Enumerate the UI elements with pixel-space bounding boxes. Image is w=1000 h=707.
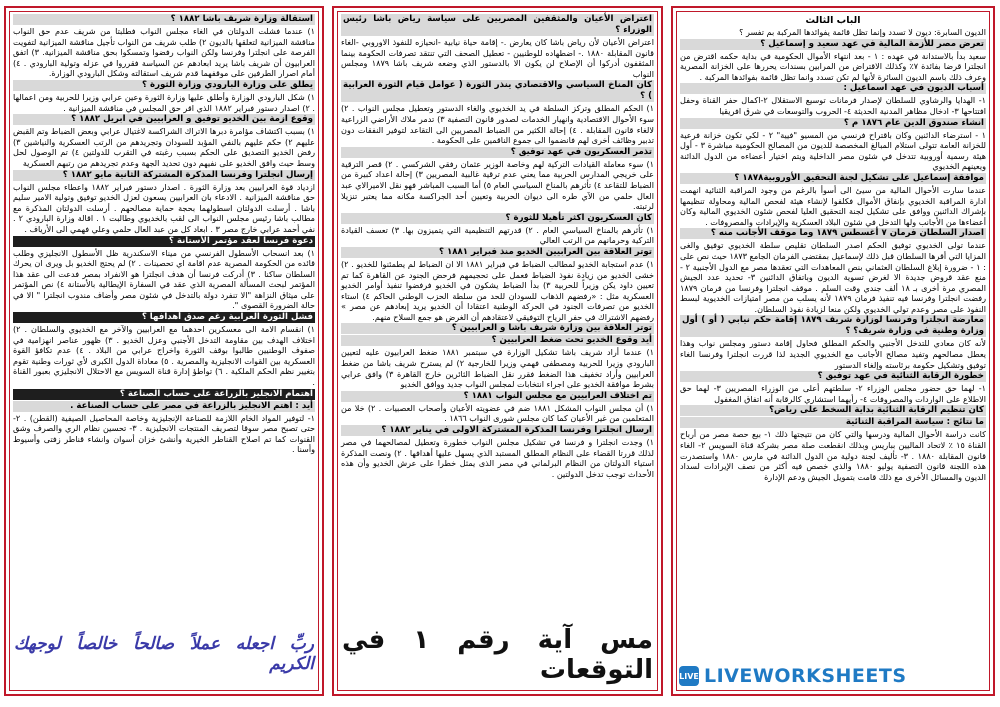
heading: توتر العلاقة بين وزارة شريف باشا و العرابيين ؟ bbox=[341, 323, 654, 334]
paragraph: ١) انقسام الامة الى معسكرين احدهما مع العرابيين والآخر مع الخديوي والسلطان . ٢) اختلاف الهدف بين مقاومة التدخل الأجنبي وعزل الخديو . ٣) ظهور عناصر انهزامية في صفوف الوطنيين طالبوا بوقف الثورة واخراج عرابي من البلاد . ٤) عدم تكافؤ القوة العسكرية بين القوات الانجليزية والمصرية . ٥) معاداة الدول الكبرى لأي ثورات وطنية تقوم بتغيير نظم الحكم الملكية . ٦) تواطؤ إدارة قناة السويس مع الاحتلال الانجليزي بعبور القناة . bbox=[13, 324, 315, 388]
heading: ما نتائج : سياسة المراقبة الثنائية bbox=[680, 417, 986, 428]
paragraph: ١) عندما أراد شريف باشا تشكيل الوزارة في سبتمبر ١٨٨١ ضغط العرابيون عليه لتعيين البارودي وزيرا للحربية ومصطفى فهمي وزيرا للخارجية ٢) لم يسترح شريف باشا من ضغط العرابيين وأراد تخفيف هذا الضغط فقرر نقل الضباط الثائرين خارج القاهرة ٣) وافق عرابي بشرط موافقة الخديو على اجراء انتخابات لمجلس النواب جديد ووافق الخديو bbox=[341, 347, 654, 390]
paragraph: ١ - استرضاء الدائنين وكان باقتراح فرنسي من المسيو "فيية" ٢ - لكي تكون خزانة فرعية للخزانة العامة تتولى استلام المبالغ المخصصة للديون من المصالح الحكومية مباشرة ٣ - أول هيئة رسمية أوروبية تتدخل في شئون مصر الداخلية ويتم اختيار أعضاءه من الدول الدائنة ويعينهم الخديوي bbox=[680, 129, 986, 172]
logo-badge-text: LIVE bbox=[679, 671, 699, 681]
heading: استقالة وزارة شريف باشا ١٨٨٢ ؟ bbox=[13, 14, 315, 25]
heading: ارسال انجلترا وفرنسا المذكرة المشتركة الاولى في يناير ١٨٨٢ ؟ bbox=[341, 425, 654, 436]
expectations-slogan: مس آية رقم ١ في التوقعات bbox=[342, 625, 653, 685]
column-right bbox=[671, 6, 995, 696]
liveworksheets-logo[interactable] bbox=[679, 664, 987, 688]
heading: معارضة انجلترا وفرنسا لوزارة شريف ١٨٧٩ إقامة حكم نيابي ( أو ) أول وزارة وطنية في وزارة شريف؟ ؟ bbox=[682, 315, 985, 337]
paragraph: ١) أن مجلس النواب المشكل ١٨٨١ ضم في عضويته الأعيان وأصحاب العصبيات . ٢) خلا من المتعلمين من غير الأعيان كما كان مجلس شورى النواب ١٨٦٦ . bbox=[341, 402, 654, 424]
paragraph: ١- لهما حق حضور مجلس الوزراء ٢- سلطتهم أعلى من الوزراء المصريين ٣- لهما حق الاطلاع على الواردات والمصروفات ٤- رأيهما استشاري كالرقابة أنه اتفاق المغفول bbox=[680, 383, 986, 404]
heading: فشل الثورة العرابية رغم صدق أهدافها ؟ bbox=[13, 312, 315, 323]
heading: كان المناخ السياسي والاقتصادي ينذر الثورة ( عوامل قيام الثورة العرابية ) ؟ bbox=[343, 80, 652, 102]
paragraph: عندما سارت الأحوال المالية من سيئ الى أسوأ بالرغم من وجود المراقبة الثنائية انهمت ادارة المراقبة الخديوي بإنفاق الأموال فكلفوا لإنشاء هيئة لفحص المالية ومحاولة تنظيمها بإشراك الدائنين ووافق على تشكيل لجنة التحقيق العليا لفحص شئون الخديوي المالية وكان أعضاءها من الأجانب ولها التدخل في شئون البلاد العسكرية والإيرادات والمصروفات . bbox=[680, 184, 986, 227]
paragraph: اعتراض الأعيان لأن رياض باشا كان يعارض .- إقامة حياة نيابية -انحيازه للنفوذ الاوروبي -الغاء قانون المقابلة ١٨٨٠ .- اضطهاده للوطنيين - تعطيل الصحف التي تنتقد تصرفات الحكومة بينما المثقفون أدركوا أن الإصلاح لن يكون الا بالدستور الذي وضعه شريف باشا ١٨٧٩ ومجلس النواب bbox=[341, 37, 655, 79]
paragraph: كانت دراسة الأحوال المالية ودرسها والتي كان من نتيجتها ذلك ١- بيع حصة مصر من أرباح القناة ١٥ ٪ لاتحاد الماليين بباريس وبذلك انقطعت صلة مصر بشركة قناة السويس ٢- الغاء قانون المقابلة ١٨٨٠ . ٣- تأليف لجنة دولية من الدول الدائنة في مارس ١٨٨٠ واستصدرت هذه اللجنة قانون التصفية يوليو ١٨٨٠ والذي خصص فيه أكثر من نصف الإيرادات لسداد الديون والمسائل الأخرى مع ذلك قامت بتمويل الجيش ودعم الإدارة bbox=[680, 429, 987, 482]
brand-name: LIVEWORKSHEETS bbox=[704, 665, 907, 687]
chapter-title: الباب الثالث bbox=[805, 15, 861, 26]
paragraph: ١) سوء معاملة القيادات التركية لهم وخاصة الوزير عثمان رفقي الشركسي . ٢) قصر الترقية على خريجي المدارس الحربية مما يعني عدم ترقية غالبية المصريين ٣) إحالة اعداد كبيرة من الضباط للتقاعد ٤) تأثرهم بالمناخ السياسي العام ٥) أما السبب المباشر فهو نقل الاميرالاي عبد العال حلمي من الآي طره الى ديوان الحربية وتعيين أحد الجراكسة مكانه مما يعتبر تنزيلا لرتبته. bbox=[341, 158, 655, 212]
heading: كان تنظيم الرقابة الثنائية بداية السخط على رياض؟ bbox=[680, 405, 986, 416]
paragraph: الديون السابرة: ديون لا تسدد وإنما تظل قائمة يفوائدها المركبة بم تفسر ؟ bbox=[739, 27, 986, 37]
heading: اعتراض الأعيان والمثقفين المصريين على سياسة رياض باشا رئيس الوزراء ؟ bbox=[343, 14, 652, 35]
heading: تذمر العسكريون في عهد توفيق ؟ bbox=[341, 147, 654, 158]
heading: إرسال انجلترا وفرنسا المذكرة المشتركة الثانية مايو ١٨٨٢ ؟ bbox=[13, 170, 315, 181]
paragraph: ١) عندما فشلت الدولتان في الغاء مجلس النواب فطلبتا من شريف عدم حق النواب مناقشة الميزانية لتعلقها بالديون ٢) طلب شريف من النواب تأجيل مناقشة الميزانية لتفويت الفرصة على انجلترا وفرنسا ولكن النواب رفضوا وتمسكوا بحق مناقشة الميزانية. ٣) اتفق العرابيون أن شريف باشا يريد ابعادهم عن السياسة فقرروا في عزله وتولية البارودي . ٤) أمام اصرار الطرفين على موقفهما قدم شريف استقالته وشكل البارودي الوزارة. bbox=[13, 26, 315, 79]
liveworksheets-icon bbox=[679, 666, 699, 686]
heading: اصدار السلطان فرمان ٧ أغسطس ١٨٧٩ وما موقف الأجانب منه ؟ bbox=[680, 228, 986, 239]
paragraph: ١) وجدت انجلترا و فرنسا في تشكيل مجلس النواب خطورة وتعطيل لمصالحهما في مصر لذلك قررتا القضاء على النظام المطلق المستبد الذي يسهل عليها أهدافها . ٢) ونصت المذكرة استياء الدولتان من النظام البرلماني في مصر الذى يمثل خطرا على عرش الخديو وأن هذه الأحداث توجب تدخل الدولتين . bbox=[341, 437, 655, 479]
paragraph: ١- الهدايا والرشاوي للسلطان لإصدار فرمانات توسيع الاستقلال ٢-اكمال حفر القناة وحفل افتتاحها ٣- ادخال مظاهر المدنية الحديثة ٤- الحروب والتوسعات في شرق افريقيا bbox=[680, 95, 986, 116]
heading: انشاء صندوق الدين عام ١٨٧٦ م ؟ bbox=[680, 118, 986, 129]
paragraph: لأنه كان معادي للتدخل الأجنبي والحكم المطلق فحاول إقامة دستور ومجلس نواب وهذا يعطل مصالحهم وتفيد مصالح الأجانب مع الخديوي الجديد لذا قررت انجلترا وفرنسا الغاء توفيق وتشكيل حكومة برئاسته وإلغاء الدستور bbox=[680, 338, 986, 370]
paragraph: سعيد بدأ بالاستدانة في عهده : ١ - بعد انتهاء الأموال الحكومية في بداية حكمه اقترض من انجلترا قرضا بفائدة ٧٪ وكذلك الاقتراض من المرابين بسندات يحررها على الخزانة المصرية وعرف ذلك باسم الديون السائرة لأنها لم تكن تسدد وانما تظل قائمة بفوائدها المركبة . bbox=[680, 50, 987, 82]
paragraph: ازدياد قوة العرابيين بعد وزارة الثورة . اصدار دستور فبراير ١٨٨٢ واعطاء مجلس النواب حق مناقشة الميزانية . الادعاء بان العرابيين يسعون لعزل الخديو توفيق وتولية الامير سليم باشا . أرسلت الدولتان اسطولهما بحجة حماية مصالحهم . أرسلت الدولتان المذكرة مع مطالب باشا رئيس مجلس النواب الى لقب بالخديوي وطالبت ١ . اقالة وزارة البارودي ٢ . نفي أحمد عرابي خارج مصر ٣ . ابعاد كل من عبد العال حلمي وعلي فهمي الى الأرياف . bbox=[13, 181, 316, 234]
paragraph: عندما تولى الخديوي توفيق الحكم اصدر السلطان تقليص سلطة الخديوي توفيق والغى المزايا التي أقرها السلطان قبل ذلك لإسماعيل بمقتضى الفرمان الجامع ١٨٧٣ حيث نص على : ١ - ضرورة إبلاغ السلطان العثماني بنص المعاهدات التي تعقدها مصر مع الدول الأجنبية ٢ - منع عقد قروض جديدة الا لغرض تسوية الديون وباتفاق الدائنين ٣- تحديد عدد الجيش المصري مرة أخرى بـ ١٨ ألف جندي وقت السلم . موقف انجلترا وفرنسا من فرمان ١٨٧٩ رفضت انجلترا وفرنسا فيه تنفيذ فرمان ١٨٧٩ لأنه يسلب من مصر امتيازات الخديوية لبسط النفوذ على مصر وعدم تولي الخديوي ولكن منعا لزيادة نفوذ السلطان. bbox=[680, 240, 987, 314]
column-left bbox=[4, 6, 324, 696]
heading: كان العسكريون اكثر تأهيلا للثورة ؟ bbox=[341, 213, 654, 224]
heading: خطورة الرقابة الثنائية في عهد توفيق ؟ bbox=[680, 371, 986, 382]
heading: وقوع ازمة بين الخديو توفيق و العرابيين في ابريل ١٨٨٢ ؟ bbox=[13, 114, 315, 125]
heading: أيد وقوع الخديو تحت ضغط العرابيين ؟ bbox=[341, 335, 654, 346]
heading: اهتمام الانجليز بالزراعة على حساب الصناعة ؟ bbox=[13, 389, 315, 400]
closing-prayer: ربِّ اجعله عملاً صالحاً خالصاً لوجهك الكريم bbox=[14, 634, 314, 674]
paragraph: ١) تأثرهم بالمناخ السياسي العام . ٢) قدرتهم التنظيمية التي يتميزون بها. ٣) تعسف القيادة التركية وحرمانهم من الرتب العالي bbox=[341, 224, 655, 246]
paragraph: ١) شكل البارودي الوزارة وأطلق عليها وزارة الثورة وعين عرابي وزيرا للحربية ومن اعمالها . ٢) اصدار دستور فبراير ١٨٨٢ الذي اقر حق المجلس في مناقشة الميزانية . bbox=[13, 91, 315, 113]
paragraph: ١- لتوفير المواد الخام اللازمة للصناعة الإنجليزية وخاصة المحاصيل الصيفية (القطن) . ٢- حتى تصبح مصر سوقا لتصريف المنتجات الانجليزية . ٣- تحسين نظام الري والصرف وشق القنوات كما تم اصلاح القناطر الخيرية وأنشئ خزان أسوان وانشاء قناطر زفتى وأسيوط وأسنا . bbox=[13, 412, 315, 455]
column-left-content bbox=[13, 14, 315, 455]
column-middle-content bbox=[341, 14, 654, 479]
heading: موافقة إسماعيل على تشكيل لجنة التحقيق الأوروبية١٨٧٨ ؟ bbox=[680, 173, 986, 184]
heading: تعرض مصر للأزمة المالية في عهد سعيد و إسماعيل ؟ bbox=[680, 39, 986, 50]
paragraph: ١) عدم استجابة الخديو لمطالب الضباط في فبراير ١٨٨١ الا ان الضباط لم يطمئنوا للخديو . ٢) خشى الخديو من زيادة نفوذ الضباط فعمل على تحجيمهم فرحض الجنود عن القاهرة كما تم تعيين داود يكن وزيراً للحربية ٣) بدأ الضباط يشكون في الخديو فرفضوا تنفيذ أوامر الخديو العسكرية مثل : «رفضهم الذهاب للسودان للحد من سلطة الحزب الوطني الحاكم ٤) استاء الخديو من تصرفات الجنود في الحركة الوطنية اعتقادا أن الخديو يريد إبعادهم عن مصر » رفضهم الاشتراك في حفر الرياح التوفيقي لاعتقادهم أن الغرض هو جمع السلاح منهم. bbox=[341, 258, 654, 322]
paragraph: ١) بسبب اكتشاف مؤامرة دبرها الاتراك الشراكسة لاغتيال عرابي وبعض الضباط وتم القبض عليهم ٢) حكم عليهم بالنفي المؤبد للسودان وتجريدهم من الرتب العسكرية والنياشين ٣) رفض الخديو التصديق على الحكم بسبب رغبته في التقرب للدولتين ٤) تم الوصول لحل وسط حيث وافق الخديو على نفيهم دون تحديد الجهة وعدم تجريدهم من رتبهم العسكرية bbox=[13, 126, 316, 168]
heading: يطلق على وزارة البارودي وزارة الثورة ؟ bbox=[13, 80, 315, 91]
heading: أيد : اهتم الانجليز بالزراعة في مصر على حساب الصناعة . bbox=[13, 401, 315, 412]
column-right-content bbox=[680, 15, 986, 482]
paragraph: ١) بعد انسحاب الأسطول الفرنسي من ميناء الاسكندرية ظل الأسطول الانجليزي وطلب قائده من الحكومة المصرية عدم اقامة اي تحصينات . ٢) لم يحتج الخديو بل ويرى ان يحرك السلطان ساكنا . ٣) أدركت فرنسا أن هدف انجلترا هو الانفراد بمصر فدعت الى عقد هذا المؤتمر لبحث المسألة المصرية الذي عقد في السفارة الإيطالية بالأستانة ٤) نص المؤتمر على ميثاق النزاهة "الا تنفرد دولة بالتدخل في شئون مصر وأضاف مندوب انجلترا " الا في حالة الضرورة القصوى ". bbox=[13, 247, 316, 311]
column-middle bbox=[332, 6, 663, 696]
heading: توتر العلاقة بين العرابيين الخديو منذ فبراير ١٨٨١ ؟ bbox=[341, 247, 654, 258]
heading: تم اختلاف العرابيين مع مجلس النواب ١٨٨١ ؟ bbox=[341, 391, 654, 402]
heading: دعوة فرنسا لعقد مؤتمر الأستانة ؟ bbox=[13, 236, 315, 247]
paragraph: ١) الحكم المطلق وتركز السلطة في يد الخديوي والغاء الدستور وتعطيل مجلس النواب . ٢) سوء الأحوال الاقتصادية وانهيار الخدمات لصدور قانون التصفية ٣) تدمر ملاك الأراضي الزراعية لالغاء قانون المقابلة . ٤) إحالة الكثير من الضباط المصريين الى التقاعد لتوفير النفقات دون تدبير وظائف أخرى لهم فانضموا الى جموع الناقمين على الحكومة . bbox=[341, 103, 654, 146]
heading: أسباب الديون في عهد اسماعيل : bbox=[680, 83, 986, 94]
